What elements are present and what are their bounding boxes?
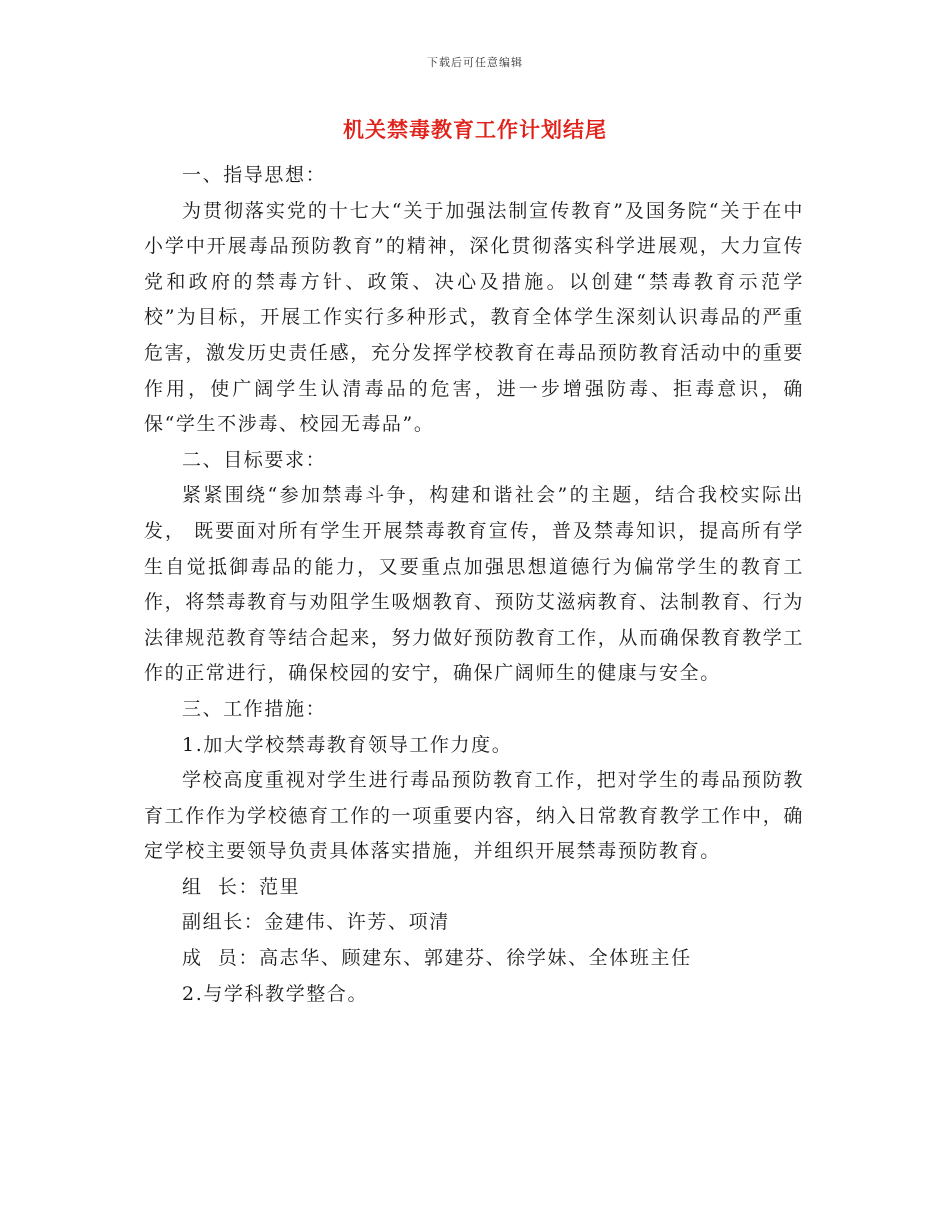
paragraph-goals: 紧紧围绕“参加禁毒斗争，构建和谐社会”的主题，结合我校实际出发， 既要面对所有学生开展禁毒教育宣传，普及禁毒知识，提高所有学生自觉抵御毒品的能力，又要重点加强思想道德行为偏常学生的教育工作，将禁毒教育与劝阻学生吸烟教育、预防艾滋病教育、法制教育、行为法律规范教育等结合起来，努力做好预防教育工作，从而确保教育教学工作的正常进行，确保校园的安宁，确保广阔师生的健康与安全。	[144, 484, 804, 685]
page-header-note: 下载后可任意编辑	[427, 56, 523, 69]
measure-item-1: 1.加大学校禁毒教育领导工作力度。	[182, 733, 513, 756]
team-leader: 组 长：范里	[182, 875, 301, 898]
team-deputy-leader: 副组长：金建伟、许芳、项清	[182, 911, 450, 934]
section-heading-goals: 二、目标要求：	[182, 448, 327, 471]
paragraph-measure-1: 学校高度重视对学生进行毒品预防教育工作，把对学生的毒品预防教育工作作为学校德育工作的一项重要内容，纳入日常教育教学工作中，确定学校主要领导负责具体落实措施，并组织开展禁毒预防教育。	[144, 769, 804, 863]
paragraph-guiding-ideology: 为贯彻落实党的十七大“关于加强法制宣传教育”及国务院“关于在中小学中开展毒品预防教育”的精神，深化贯彻落实科学进展观，大力宣传党和政府的禁毒方针、政策、决心及措施。以创建“禁毒教育示范学校”为目标，开展工作实行多种形式，教育全体学生深刻认识毒品的严重危害，激发历史责任感，充分发挥学校教育在毒品预防教育活动中的重要作用，使广阔学生认清毒品的危害，进一步增强防毒、拒毒意识，确保“学生不涉毒、校园无毒品”。	[144, 199, 804, 436]
section-heading-guiding-ideology: 一、指导思想：	[182, 164, 327, 186]
document-body	[144, 158, 804, 1012]
document-title: 机关禁毒教育工作计划结尾	[343, 117, 607, 142]
measure-item-2: 2.与学科教学整合。	[182, 982, 369, 1005]
team-members: 成 员：高志华、顾建东、郭建芬、徐学妹、全体班主任	[182, 947, 692, 970]
section-heading-measures: 三、工作措施：	[182, 697, 327, 720]
